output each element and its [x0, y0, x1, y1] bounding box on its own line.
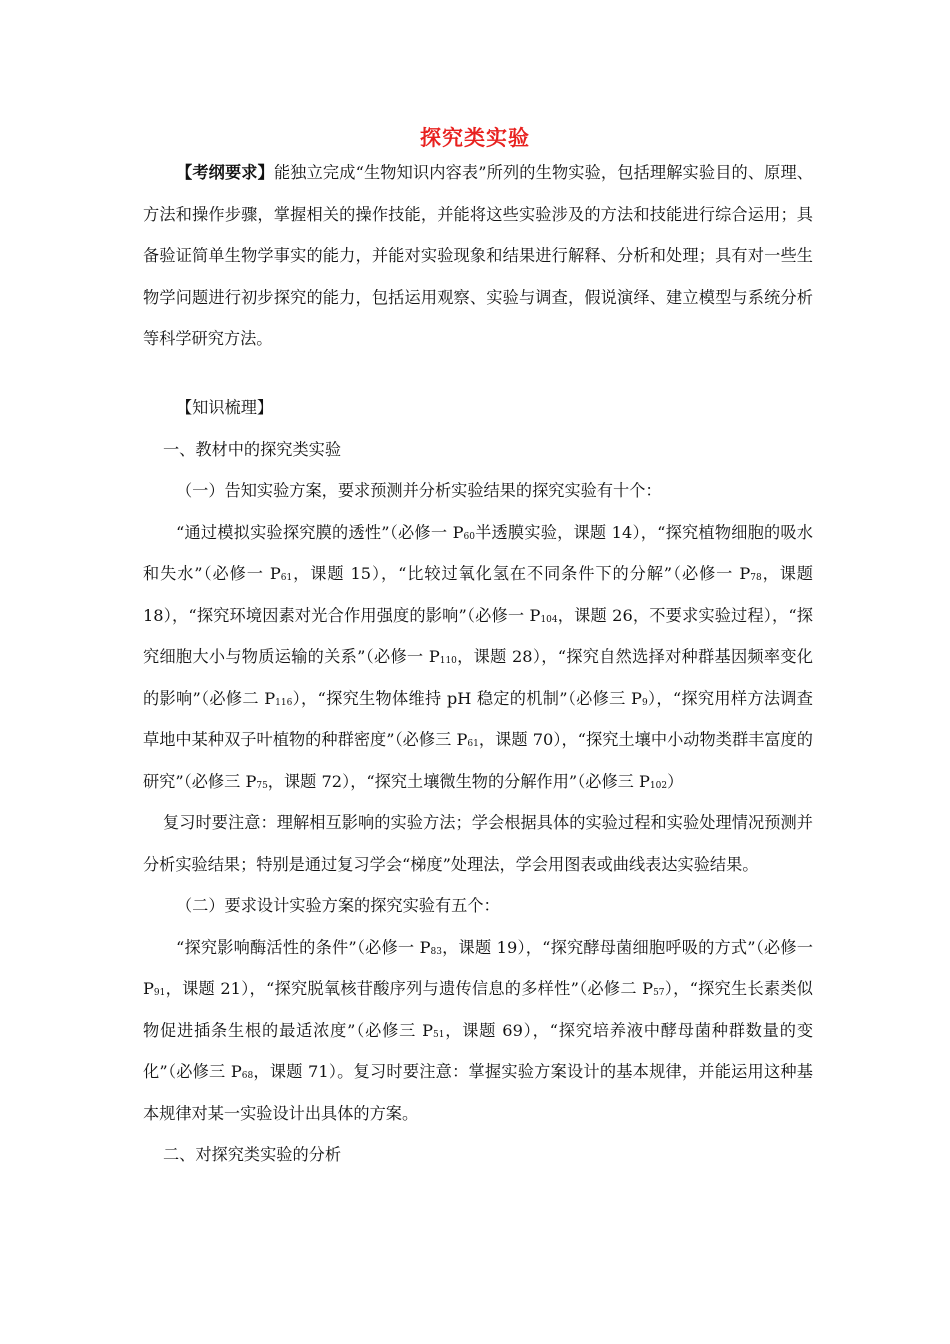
page-ref: 51 — [433, 1029, 445, 1040]
section1-heading: 一、教材中的探究类实验 — [163, 439, 342, 459]
sub2-text-2: ，课题 19），“探究酵母菌细胞呼吸的方式”（必修一 P — [143, 937, 813, 998]
sub2-text-4: ），“探究生长素类似物促进插条生根的最适浓度”（必修三 P — [143, 979, 813, 1040]
page-ref: 57 — [653, 988, 665, 998]
requirement-paragraph — [143, 152, 813, 360]
requirement-label: 【考纲要求】 — [176, 163, 274, 182]
knowledge-heading: 【知识梳理】 — [176, 398, 274, 417]
sub1-text-2: 半透膜实验，课题 14），“探究植物细胞的吸水和失水”（必修一 P — [143, 522, 813, 583]
sub1-text-4: ，课题 18），“探究环境因素对光合作用强度的影响”（必修一 P — [143, 564, 813, 625]
sub1-text-9: ，课题 70），“探究土壤中小动物类群丰富度的研究”（必修三 P — [143, 730, 813, 791]
sub1-text-7: ），“探究生物体维持 pH 稳定的机制”（必修三 P — [292, 688, 642, 708]
sub1-text-6: ，课题 28），“探究自然选择对种群基因频率变化的影响”（必修二 P — [143, 647, 813, 708]
sub2-text-1: “探究影响酶活性的条件”（必修一 P — [176, 937, 431, 957]
page-ref: 110 — [439, 656, 457, 666]
sub1-text-1: “通过模拟实验探究膜的透性”（必修一 P — [176, 522, 464, 542]
page-ref: 9 — [641, 697, 648, 708]
page-ref: 61 — [280, 573, 293, 583]
sub1-text-10: ，课题 72），“探究土壤微生物的分解作用”（必修三 P — [267, 771, 650, 791]
requirement-text: 能独立完成“生物知识内容表”所列的生物实验，包括理解实验目的、原理、方法和操作步骤，掌握相关的操作技能，并能将这些实验涉及的方法和技能进行综合运用；具备验证简单生物学事实的能力，并能对实验现象和结果进行解释、分析和处理；具有对一些生物学问题进行初步探究的能力，包括运用观察、实验与调查，假说演绎、建立模型与系统分析等科学研究方法。 — [143, 163, 813, 348]
sub1-text-5: ，课题 26，不要求实验过程），“探究细胞大小与物质运输的关系”（必修一 P — [143, 605, 813, 666]
sub1-text-11: ） — [667, 771, 684, 791]
page-ref: 83 — [430, 946, 442, 957]
page-ref: 91 — [153, 988, 166, 998]
sub1-heading: （一）告知实验方案，要求预测并分析实验结果的探究实验有十个： — [176, 481, 662, 500]
sub1-text-3: ，课题 15），“比较过氧化氢在不同条件下的分解”（必修一 P — [292, 564, 751, 583]
sub2-text-5: ，课题 69），“探究培养液中酵母菌种群数量的变化”（必修三 P — [143, 1020, 814, 1081]
knowledge-section — [143, 387, 813, 1176]
sub2-text-6: ，课题 71）。复习时要注意：掌握实验方案设计的基本规律，并能运用这种基本规律对某一实验设计出具体的方案。 — [143, 1062, 813, 1123]
page-title: 探究类实验 — [420, 126, 530, 150]
sub2-heading: （二）要求设计实验方案的探究实验有五个： — [176, 896, 500, 915]
sub2-text-3: ，课题 21），“探究脱氧核苷酸序列与遗传信息的多样性”（必修二 P — [165, 979, 654, 998]
page-ref: 61 — [467, 739, 479, 749]
page-ref: 104 — [540, 614, 558, 625]
review-note: 复习时要注意：理解相互影响的实验方法；学会根据具体的实验过程和实验处理情况预测并分析实验结果；特别是通过复习学会“梯度”处理法，学会用图表或曲线表达实验结果。 — [143, 813, 813, 874]
section2-heading: 二、对探究类实验的分析 — [163, 1145, 342, 1164]
page-ref: 75 — [256, 780, 268, 791]
sub1-paragraph — [143, 512, 813, 803]
sub2-paragraph — [143, 927, 813, 1135]
page-ref: 60 — [463, 531, 475, 542]
page-ref: 68 — [241, 1071, 254, 1081]
sub1-text-8: ），“探究用样方法调查草地中某种双子叶植物的种群密度”（必修三 P — [143, 688, 813, 749]
page-ref: 78 — [750, 573, 762, 583]
page-ref: 102 — [649, 780, 668, 791]
page-ref: 116 — [275, 697, 293, 708]
